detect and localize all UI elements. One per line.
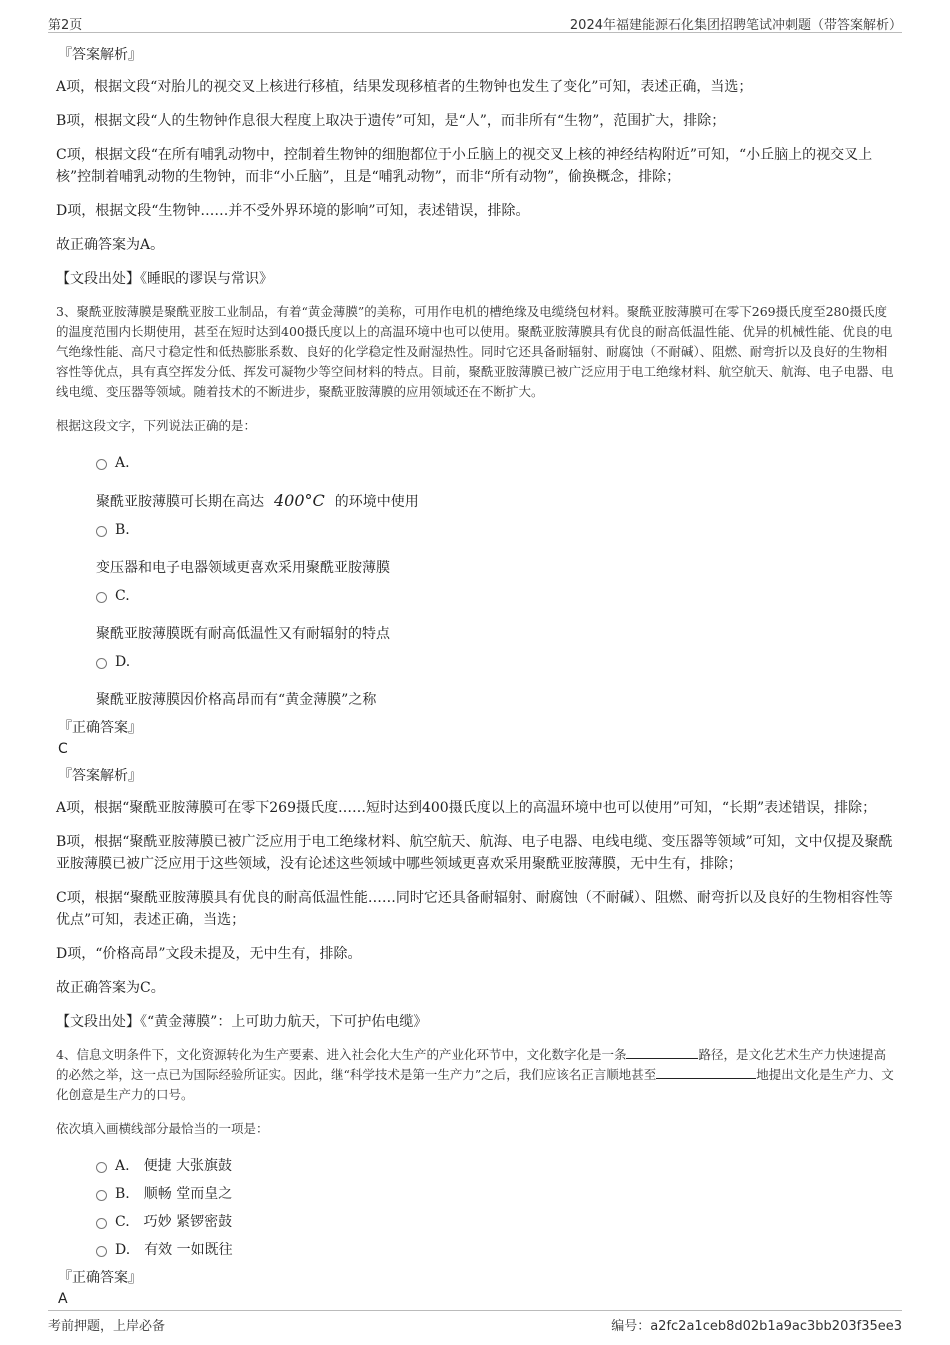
- page-footer: [48, 1310, 902, 1335]
- q3-option-a[interactable]: [96, 452, 894, 513]
- option-label: A.: [115, 1158, 130, 1174]
- page-number: 第2页: [48, 18, 83, 33]
- radio-icon[interactable]: [96, 459, 107, 470]
- q2-analysis-b: B项，根据文段“人的生物钟作息很大程度上取决于遗传”可知，是“人”，而非所有“生物”，范围扩大，排除；: [56, 113, 726, 129]
- option-label: C.: [115, 1214, 130, 1230]
- q3-prompt: 根据这段文字，下列说法正确的是：: [56, 418, 257, 433]
- option-text-end: 的环境中使用: [334, 494, 419, 510]
- q3-analysis-b: B项，根据“聚酰亚胺薄膜已被广泛应用于电工绝缘材料、航空航天、航海、电子电器、电线电缆、变压器等领域”可知，文中仅提及聚酰亚胺薄膜已被广泛应用于这些领域，没有论述这些领域中哪些领域更喜欢采用聚酰亚胺薄膜，无中生有，排除；: [56, 834, 893, 872]
- q2-analysis-d: D项，根据文段“生物钟……并不受外界环境的影响”可知，表述错误，排除。: [56, 203, 530, 219]
- radio-icon[interactable]: [96, 526, 107, 537]
- q4-stem-part: 路径，是文化艺术生产力快速提高的必然之举，这一点已为国际经验所证实。因此，继“科学技术是第一生产力”之后，我们应该名正言顺地甚至: [56, 1047, 886, 1082]
- fill-blank-1: [626, 1046, 698, 1059]
- option-label: C.: [115, 588, 130, 604]
- q2-analysis-tag: 『答案解析』: [58, 47, 142, 63]
- q4-correct-answer: A: [58, 1291, 68, 1307]
- option-text: 聚酰亚胺薄膜因价格高昂而有“黄金薄膜”之称: [96, 692, 377, 708]
- page-header: [48, 12, 902, 33]
- q4-options: [96, 1155, 894, 1261]
- q3-correct-tag: 『正确答案』: [58, 720, 142, 736]
- radio-icon[interactable]: [96, 1218, 107, 1229]
- q4-option-c[interactable]: [96, 1211, 894, 1233]
- q4-stem-part: 4、信息文明条件下，文化资源转化为生产要素、进入社会化大生产的产业化环节中，文化数字化是一条: [56, 1047, 627, 1062]
- q2-source: 【文段出处】《睡眠的谬误与常识》: [56, 271, 273, 287]
- q4-correct-tag: 『正确答案』: [58, 1270, 142, 1286]
- option-text: 巧妙 紧锣密鼓: [143, 1214, 233, 1230]
- radio-icon[interactable]: [96, 1162, 107, 1173]
- q4-option-a[interactable]: [96, 1155, 894, 1177]
- q3-options: [96, 452, 894, 711]
- temperature-math: 400°C: [274, 491, 325, 510]
- q2-conclusion: 故正确答案为A。: [56, 237, 165, 253]
- q3-stem: 3、聚酰亚胺薄膜是聚酰亚胺工业制品，有着“黄金薄膜”的美称，可用作电机的槽绝缘及电缆绕包材料。聚酰亚胺薄膜可在零下269摄氏度至280摄氏度的温度范围内长期使用，甚至在短时达到400摄氏度以上的高温环境中也可以使用。聚酰亚胺薄膜具有优良的耐高低温性能、优异的机械性能、优良的电气绝缘性能、高尺寸稳定性和低热膨胀系数、良好的化学稳定性及耐湿热性。同时它还具备耐辐射、耐腐蚀（不耐碱）、阻燃、耐弯折以及良好的生物相容性等优点，具有真空挥发分低、挥发可凝物少等空间材料的特点。目前，聚酰亚胺薄膜已被广泛应用于电工绝缘材料、航空航天、航海、电子电器、电线电缆、变压器等领域。随着技术的不断进步，聚酰亚胺薄膜的应用领域还在不断扩大。: [56, 304, 894, 399]
- q4-option-d[interactable]: [96, 1239, 894, 1261]
- q3-analysis-c: C项，根据“聚酰亚胺薄膜具有优良的耐高低温性能……同时它还具备耐辐射、耐腐蚀（不耐碱）、阻燃、耐弯折以及良好的生物相容性等优点”可知，表述正确，当选；: [56, 890, 893, 928]
- q3-analysis-tag: 『答案解析』: [58, 768, 142, 784]
- radio-icon[interactable]: [96, 1190, 107, 1201]
- q3-analysis-d: D项，“价格高昂”文段未提及，无中生有，排除。: [56, 946, 362, 962]
- page-content: [56, 44, 894, 1315]
- q2-analysis-a: A项，根据文段“对胎儿的视交叉上核进行移植，结果发现移植者的生物钟也发生了变化”可知，表述正确，当选；: [56, 79, 753, 95]
- option-text: 顺畅 堂而皇之: [143, 1186, 233, 1202]
- q4-stem-part: 地提出文化是生产力、文化创意是生产力的口号。: [56, 1067, 894, 1102]
- radio-icon[interactable]: [96, 592, 107, 603]
- q3-analysis-a: A项，根据“聚酰亚胺薄膜可在零下269摄氏度……短时达到400摄氏度以上的高温环境中也可以使用”可知，“长期”表述错误，排除；: [56, 800, 877, 816]
- option-text: 聚酰亚胺薄膜可长期在高达: [96, 494, 264, 510]
- q4-option-b[interactable]: [96, 1183, 894, 1205]
- option-label: A.: [115, 455, 130, 471]
- fill-blank-2: [656, 1066, 756, 1079]
- radio-icon[interactable]: [96, 658, 107, 669]
- option-text: 便捷 大张旗鼓: [143, 1158, 233, 1174]
- document-id: 编号：a2fc2a1ceb8d02b1a9ac3bb203f35ee3: [611, 1319, 902, 1334]
- q3-conclusion: 故正确答案为C。: [56, 980, 165, 996]
- option-label: B.: [115, 1186, 130, 1202]
- document-title: 2024年福建能源石化集团招聘笔试冲刺题（带答案解析）: [569, 18, 902, 33]
- option-label: B.: [115, 522, 130, 538]
- q2-analysis-c: C项，根据文段“在所有哺乳动物中，控制着生物钟的细胞都位于小丘脑上的视交叉上核的神经结构附近”可知，“小丘脑上的视交叉上核”控制着哺乳动物的生物钟，而非“小丘脑”，且是“哺乳动物”，而非“所有动物”，偷换概念，排除；: [56, 147, 873, 185]
- q4-stem: [56, 1045, 894, 1105]
- q3-correct-answer: C: [58, 741, 68, 757]
- q3-source: 【文段出处】《“黄金薄膜”：上可助力航天，下可护佑电缆》: [56, 1014, 428, 1030]
- option-text: 聚酰亚胺薄膜既有耐高低温性又有耐辐射的特点: [96, 626, 390, 642]
- q3-option-c[interactable]: [96, 585, 894, 645]
- option-text: 变压器和电子电器领域更喜欢采用聚酰亚胺薄膜: [96, 560, 390, 576]
- q3-option-b[interactable]: [96, 519, 894, 579]
- radio-icon[interactable]: [96, 1246, 107, 1257]
- option-label: D.: [115, 654, 131, 670]
- q3-option-d[interactable]: [96, 651, 894, 711]
- option-text: 有效 一如既往: [144, 1242, 233, 1258]
- footer-slogan: 考前押题，上岸必备: [48, 1319, 166, 1334]
- q4-prompt: 依次填入画横线部分最恰当的一项是：: [56, 1121, 269, 1136]
- option-label: D.: [115, 1242, 131, 1258]
